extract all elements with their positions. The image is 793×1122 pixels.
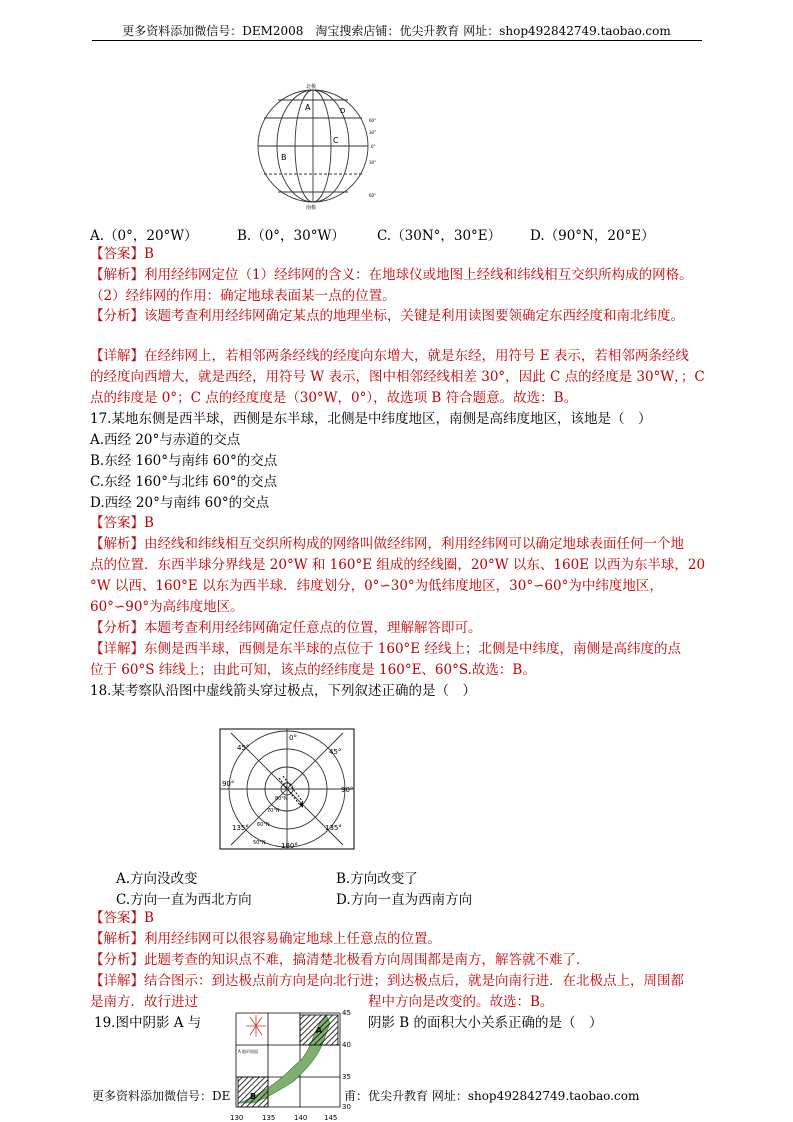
q18-xiangjie-2b: 程中方向是改变的。故选：B。 bbox=[368, 994, 554, 1010]
q17-xiangjie-2: 位于 60°S 纬线上；由此可知，该点的经纬度是 160°E、60°S.故选：B。 bbox=[90, 662, 536, 678]
q17-jiexi-1: 【解析】由经线和纬线相互交织所构成的网络叫做经纬网，利用经纬网可以确定地球表面任何一个地 bbox=[90, 536, 684, 552]
globe-lat-30n: 30° bbox=[369, 130, 377, 135]
polar-label-180: 180° bbox=[281, 842, 298, 850]
polar-grid-figure bbox=[219, 728, 355, 850]
globe-lat-60n: 60° bbox=[369, 118, 377, 123]
q16-option-c: C.（30N°，30°E） bbox=[377, 228, 502, 244]
polar-label-45e: 45° bbox=[329, 748, 342, 756]
globe-lat-30s: 30° bbox=[369, 160, 377, 165]
q18-xiangjie-1: 【详解】结合图示：到达极点前方向是向北行进；到达极点后，就是向南行进．在北极点上，周围都 bbox=[90, 973, 684, 989]
map-region-b: B bbox=[250, 1092, 257, 1101]
q16-jiexi-2: （2）经纬网的作用：确定地球表面某一点的位置。 bbox=[90, 288, 396, 304]
page-footer-right: 甫：优尖升教育 网址：shop492842749.taobao.com bbox=[344, 1089, 640, 1103]
q17-jiexi-3: °W 以西、160°E 以东为西半球．纬度划分，0°∽30°为低纬度地区，30°∽60°为中纬度地区， bbox=[90, 578, 663, 594]
q16-option-b: B.（0°，30°W） bbox=[237, 228, 345, 244]
q17-stem: 17.某地东侧是西半球，西侧是东半球，北侧是中纬度地区，南侧是高纬度地区，该地是（ ） bbox=[90, 411, 652, 427]
q16-xiangjie-1: 【详解】在经纬网上，若相邻两条经线的经度向东增大，就是东经，用符号 E 表示，若相邻两条经线 bbox=[90, 348, 689, 364]
japan-map-figure bbox=[214, 1003, 368, 1122]
polar-label-50n: 50°N bbox=[253, 840, 266, 846]
q18-xiangjie-2a: 是南方．故行进过 bbox=[90, 994, 198, 1010]
q17-fenxi: 【分析】本题考查利用经纬网确定任意点的位置，理解解答即可。 bbox=[90, 620, 482, 636]
page-footer-left: 更多资料添加微信号：DE bbox=[92, 1089, 231, 1103]
globe-point-b: B bbox=[281, 153, 287, 162]
q18-answer: 【答案】B bbox=[90, 910, 154, 926]
polar-label-135e: 135° bbox=[325, 824, 342, 832]
polar-label-60n: 60°N bbox=[257, 822, 270, 828]
q17-option-b: B.东经 160°与南纬 60°的交点 bbox=[90, 453, 278, 469]
header-rule bbox=[92, 40, 702, 41]
q17-answer: 【答案】B bbox=[90, 515, 154, 531]
q17-option-a: A.西经 20°与赤道的交点 bbox=[90, 432, 241, 448]
map-lon-145: 145 bbox=[324, 1114, 338, 1122]
q17-jiexi-4: 60°∽90°为高纬度地区。 bbox=[90, 599, 244, 615]
q19-stem-a: 19.图中阴影 A 与 bbox=[94, 1015, 202, 1031]
q16-jiexi-1: 【解析】利用经纬网定位（1）经纬网的含义：在地球仪或地图上经线和纬线相互交织所构成的网格。 bbox=[90, 267, 693, 283]
map-lon-135: 135 bbox=[262, 1114, 276, 1122]
page-header: 更多资料添加微信号：DEM2008 淘宝搜索店铺：优尖升教育 网址：shop492842749.taobao.com bbox=[122, 24, 671, 38]
globe-label-south: 南极 bbox=[306, 205, 317, 210]
q16-option-a: A.（0°，20°W） bbox=[90, 228, 198, 244]
japan-map-caption: A 地形图面 bbox=[238, 1049, 259, 1054]
map-lon-140: 140 bbox=[294, 1114, 308, 1122]
q17-option-c: C.东经 160°与北纬 60°的交点 bbox=[90, 474, 278, 490]
q17-jiexi-2: 点的位置．东西半球分界线是 20°W 和 160°E 组成的经线圈，20°W 以东、160E 以西为东半球，20 bbox=[90, 557, 706, 573]
q16-xiangjie-3: 点的纬度是 0°；C 点的经度度是（30°W，0°），故选项 B 符合题意。故选：B。 bbox=[90, 390, 578, 406]
map-region-a: A bbox=[316, 1026, 323, 1035]
map-lat-40: 40 bbox=[342, 1041, 351, 1049]
q17-xiangjie-1: 【详解】东侧是西半球，西侧是东半球的点位于 160°E 经线上；北侧是中纬度，南侧是高纬度的点 bbox=[90, 641, 681, 657]
q16-xiangjie-2: 的经度向西增大，就是西经，用符号 W 表示，图中相邻经线相差 30°，因此 C 点的经度是 30°W，；C bbox=[90, 369, 705, 385]
globe-lat-0: 0° bbox=[371, 144, 376, 149]
globe-figure bbox=[248, 80, 388, 210]
map-lat-45: 45 bbox=[342, 1009, 351, 1017]
q16-option-d: D.（90°N，20°E） bbox=[530, 228, 655, 244]
q19-stem-b: 阴影 B 的面积大小关系正确的是（ ） bbox=[368, 1015, 603, 1031]
q17-option-d: D.西经 20°与南纬 60°的交点 bbox=[90, 495, 270, 511]
q18-fenxi: 【分析】此题考查的知识点不难，搞清楚北极看方向周围都是南方，解答就不难了． bbox=[90, 952, 590, 968]
polar-label-90e: 90° bbox=[341, 786, 354, 794]
map-lat-30: 30 bbox=[342, 1103, 351, 1111]
q18-stem: 18.某考察队沿图中虚线箭头穿过极点，下列叙述正确的是（ ） bbox=[90, 683, 476, 699]
polar-label-70n: 70°N bbox=[267, 808, 280, 814]
map-lat-35: 35 bbox=[342, 1073, 351, 1081]
globe-label-north: 北极 bbox=[306, 84, 317, 90]
polar-label-45w: 45° bbox=[237, 744, 250, 752]
globe-lat-60s: 60° bbox=[369, 193, 377, 198]
q18-option-b: B.方向改变了 bbox=[336, 871, 418, 887]
polar-label-0: 0° bbox=[289, 734, 297, 742]
globe-point-d: D bbox=[340, 107, 346, 115]
q18-jiexi: 【解析】利用经纬网可以很容易确定地球上任意点的位置。 bbox=[90, 931, 441, 947]
globe-point-c: C bbox=[333, 136, 339, 145]
polar-label-90w: 90° bbox=[222, 780, 235, 788]
q18-option-a: A.方向没改变 bbox=[116, 871, 198, 887]
q16-fenxi: 【分析】该题考查利用经纬网确定某点的地理坐标，关键是利用读图要领确定东西经度和南北纬度。 bbox=[90, 308, 684, 324]
q18-option-d: D.方向一直为西南方向 bbox=[336, 892, 473, 908]
q18-option-c: C.方向一直为西北方向 bbox=[116, 892, 252, 908]
q16-answer: 【答案】B bbox=[90, 246, 154, 262]
polar-label-135w: 135° bbox=[232, 824, 249, 832]
map-lon-130: 130 bbox=[230, 1114, 244, 1122]
polar-label-80n: 80°N bbox=[275, 796, 288, 802]
globe-point-a: A bbox=[305, 103, 311, 112]
